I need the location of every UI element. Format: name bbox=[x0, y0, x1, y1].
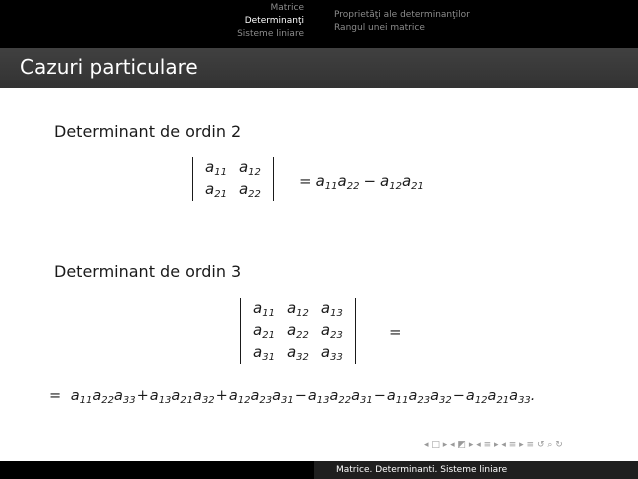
beamer-navigation-symbols[interactable]: ◂ □ ▸ ◂ ◩ ▸ ◂ ≡ ▸ ◂ ≡ ▸ ≡ ↺ ⌕ ↻ bbox=[424, 440, 563, 450]
determinant-order-2 bbox=[192, 157, 274, 201]
determinant-order-3 bbox=[240, 298, 356, 364]
formula-order-3-expansion: = $a_{11}a_{22}a_{33}+a_{13}a_{21}a_{32}+a_{12}a_{23}a_{31}-a_{13}a_{22}a_{31}-a_{11}a_{23}a_{32}-a_{12}a_{21}a_{33}$. bbox=[49, 388, 536, 406]
nav-section-determinanti[interactable]: Determinanţi bbox=[244, 16, 304, 26]
nav-subsection-proprietati[interactable]: Proprietăţi ale determinanţilor bbox=[334, 10, 470, 20]
subsection-navigation bbox=[334, 9, 470, 35]
matrix-cell: $a_{22}$ bbox=[286, 321, 309, 341]
nav-section-matrice[interactable]: Matrice bbox=[270, 3, 304, 13]
frame-title-bar bbox=[0, 48, 638, 88]
matrix-cell: $a_{13}$ bbox=[320, 299, 343, 319]
matrix-cell: $a_{21}$ bbox=[253, 321, 275, 341]
matrix-cell: $a_{33}$ bbox=[320, 343, 343, 363]
matrix-cell: $a_{22}$ bbox=[238, 180, 261, 200]
heading-order-2: Determinant de ordin 2 bbox=[54, 122, 242, 141]
nav-subsection-rangul[interactable]: Rangul unei matrice bbox=[334, 23, 425, 33]
matrix-cell: $a_{23}$ bbox=[320, 321, 343, 341]
matrix-cell: $a_{21}$ bbox=[205, 180, 227, 200]
matrix-cell: $a_{11}$ bbox=[253, 299, 275, 319]
nav-section-sisteme-liniare[interactable]: Sisteme liniare bbox=[237, 29, 304, 39]
matrix-cell: $a_{12}$ bbox=[238, 158, 261, 178]
matrix-cell: $a_{31}$ bbox=[253, 343, 275, 363]
matrix-cell: $a_{11}$ bbox=[205, 158, 227, 178]
header-navigation-bar bbox=[0, 0, 638, 48]
matrix-cell: $a_{12}$ bbox=[286, 299, 309, 319]
heading-order-3: Determinant de ordin 3 bbox=[54, 262, 242, 281]
footer-title: Matrice. Determinanti. Sisteme liniare bbox=[336, 465, 508, 475]
formula-order-2-rhs: = $a_{11}a_{22} - a_{12}a_{21}$ bbox=[299, 172, 424, 192]
frame-title: Cazuri particulare bbox=[20, 55, 198, 79]
section-navigation bbox=[0, 0, 314, 48]
formula-order-3-equals: = bbox=[389, 323, 402, 341]
matrix-cell: $a_{32}$ bbox=[286, 343, 309, 363]
